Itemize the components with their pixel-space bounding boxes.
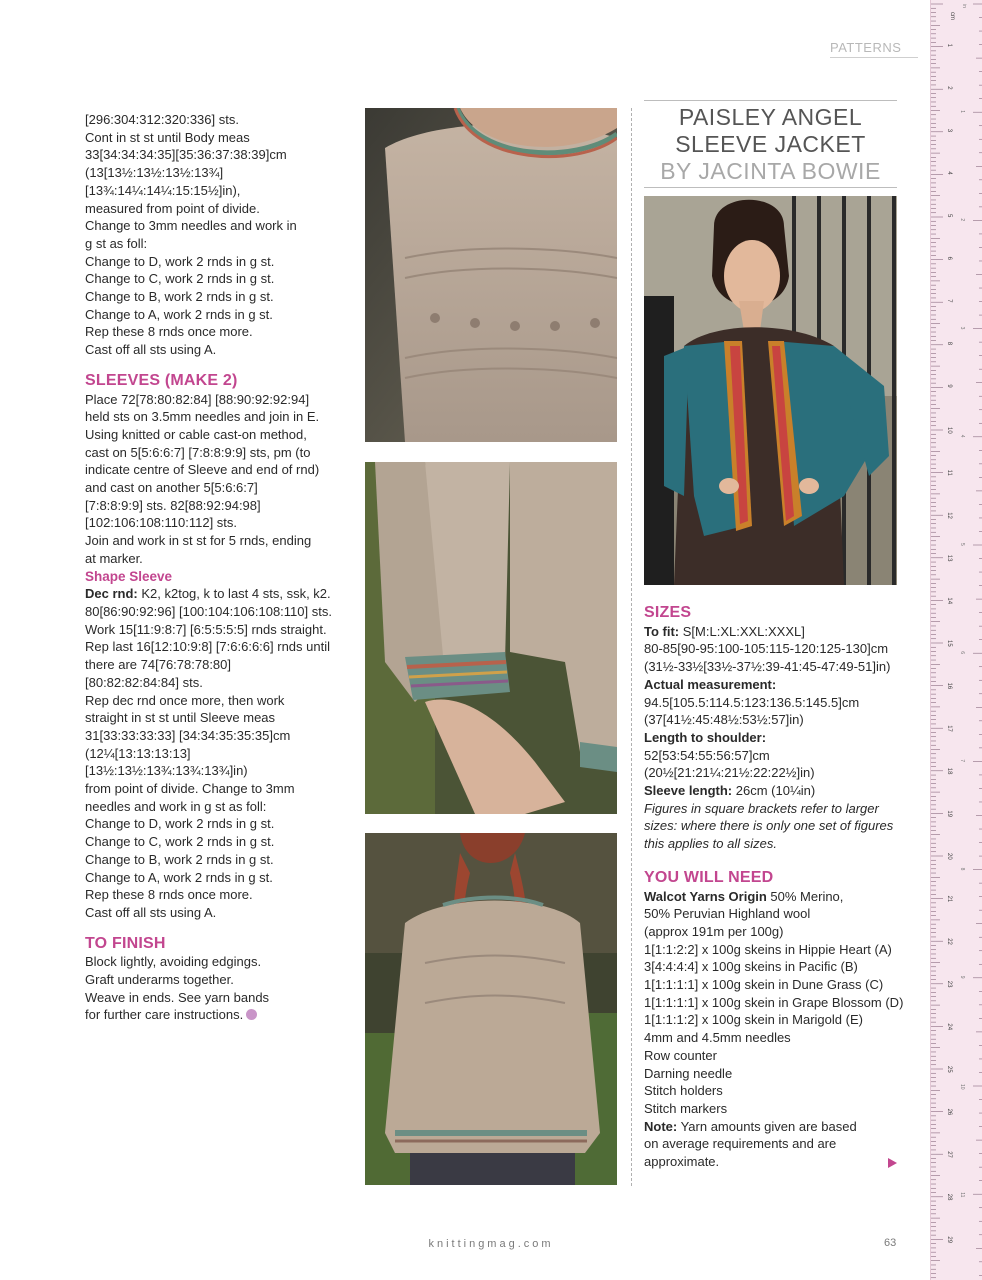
ruler-in-mark: 10 [959, 1084, 965, 1090]
text-line: Graft underarms together. [85, 972, 234, 988]
ruler-cm-mark: 21 [946, 895, 952, 903]
text-line: Work 15[11:9:8:7] [6:5:5:5:5] rnds straight. [85, 621, 327, 637]
text-line: measured from point of divide. [85, 200, 260, 216]
text-line: approximate. [644, 1154, 720, 1170]
pattern-column-right [644, 604, 906, 1171]
text-line: from point of divide. Change to 3mm [85, 781, 295, 797]
text-line: Change to D, work 2 rnds in g st. [85, 816, 275, 832]
photo-sleeve-closeup [365, 462, 617, 814]
text-line: 3[4:4:4:4] x 100g skeins in Pacific (B) [644, 959, 858, 975]
ruler-cm-mark: 26 [946, 1108, 952, 1116]
ruler-cm-mark: 20 [946, 853, 952, 860]
photo-back-image [365, 833, 617, 1185]
text-line: [102:106:108:110:112] sts. [85, 515, 238, 531]
note-line [644, 1118, 906, 1136]
title-line-1: PAISLEY ANGEL [678, 104, 863, 130]
ruler-cm-mark: 8 [946, 341, 952, 346]
sleeves-instructions [85, 391, 347, 568]
text-line: Stitch holders [644, 1083, 723, 1099]
text-line: straight in st st until Sleeve meas [85, 710, 276, 726]
text-line: Cast off all sts using A. [85, 904, 217, 920]
ruler-cm-mark: 12 [946, 512, 952, 519]
ruler-cm-mark: 19 [946, 810, 952, 818]
designer-byline: BY JACINTA BOWIE [660, 158, 881, 184]
text-line: Darning needle [644, 1065, 733, 1081]
text-line: 1[1:1:1:1] x 100g skein in Grape Blossom (D) [644, 994, 904, 1010]
text-line: Stitch markers [644, 1100, 728, 1116]
text-line: Using knitted or cable cast-on method, [85, 426, 307, 442]
photo-yoke-closeup [365, 108, 617, 442]
to-finish-heading: TO FINISH [85, 934, 166, 952]
yarn-value: 50% Merino, [766, 888, 844, 904]
ruler-cm-mark: 2 [946, 86, 952, 90]
text-line: for further care instructions. [85, 1007, 244, 1023]
text-line: Block lightly, avoiding edgings. [85, 954, 262, 970]
text-line: (13[13½:13½:13½:13¾] [13¾:14¼:14¼:15:15½]in), [85, 165, 241, 198]
ruler-cm-mark: 1 [946, 43, 952, 47]
ruler-cm-mark: 23 [946, 980, 952, 988]
shape-sleeve-heading: Shape Sleeve [85, 568, 173, 584]
text-line: Rep dec rnd once more, then work [85, 692, 285, 708]
ruler-cm-mark: 16 [946, 682, 952, 690]
ruler-in-mark: 3 [959, 326, 965, 330]
dec-rnd-label: Dec rnd: [85, 586, 138, 602]
text-line: indicate centre of Sleeve and end of rnd) [85, 462, 320, 478]
ruler-in-mark: 1 [959, 110, 965, 113]
sleeve-length-label: Sleeve length: [644, 783, 733, 799]
yarn-ball-icon [246, 1009, 257, 1020]
text-line: Cast off all sts using A. [85, 342, 217, 358]
text-line-end [85, 1006, 347, 1024]
shape-sleeve-instructions [85, 585, 347, 921]
text-line: Join and work in st st for 5 rnds, ending [85, 533, 312, 549]
sleeve-length-line [644, 782, 906, 800]
text-line: Change to D, work 2 rnds in g st. [85, 253, 275, 269]
ruler-in-mark: 8 [959, 867, 965, 871]
ruler-in-mark: 2 [959, 218, 965, 222]
sizes-note-line: this applies to all sizes. [644, 836, 777, 852]
ruler-cm-mark: 6 [946, 256, 952, 260]
text-line: 4mm and 4.5mm needles [644, 1030, 791, 1046]
text-line: [296:304:312:320:336] sts. [85, 112, 239, 127]
text-line: [7:8:8:9:9] sts. 82[88:92:94:98] [85, 497, 261, 513]
text-line: 94.5[105.5:114.5:123:136.5:145.5]cm [644, 694, 860, 710]
sleeve-length-value: 26cm (10¼in) [732, 783, 816, 799]
photo-model-image [644, 196, 897, 585]
text-line: at marker. [85, 550, 143, 566]
ruler-cm-mark: 24 [946, 1023, 952, 1031]
text-line: 1[1:1:1:2] x 100g skein in Marigold (E) [644, 1012, 863, 1028]
text-line: (approx 191m per 100g) [644, 923, 784, 939]
text-line: Place 72[78:80:82:84] [88:90:92:92:94] [85, 391, 310, 407]
text-line: (20½[21:21¼:21½:22:22½]in) [644, 765, 815, 781]
sleeves-heading: SLEEVES (MAKE 2) [85, 371, 238, 389]
sizes-heading: SIZES [644, 604, 692, 621]
footer-url: knittingmag.com [428, 1238, 554, 1250]
photo-yoke-image [365, 108, 617, 442]
text-line: Change to C, work 2 rnds in g st. [85, 271, 275, 287]
text-line: Change to 3mm needles and work in [85, 218, 297, 234]
text-line: 52[53:54:55:56:57]cm [644, 747, 770, 763]
body-finish-instructions [85, 111, 347, 359]
ruler-in-label: in [961, 4, 967, 8]
text-line: Change to C, work 2 rnds in g st. [85, 834, 275, 850]
text-line: 1[1:1:2:2] x 100g skeins in Hippie Heart (A) [644, 941, 892, 957]
sizes-note-line: Figures in square brackets refer to larger [644, 800, 879, 816]
ruler-cm-mark: 10 [946, 427, 952, 434]
ruler-cm-mark: 18 [946, 767, 952, 775]
pattern-column-left [85, 111, 347, 1024]
ruler-cm-mark: 11 [946, 469, 952, 476]
text-line: Row counter [644, 1047, 717, 1063]
text-line: 80[86:90:92:96] [100:104:106:108:110] sts. [85, 603, 332, 619]
you-will-need-heading: YOU WILL NEED [644, 868, 774, 886]
ruler-cm-mark: 28 [946, 1193, 952, 1201]
text-line: Change to A, work 2 rnds in g st. [85, 869, 273, 885]
materials-list [644, 888, 906, 1171]
ruler-cm-mark: 13 [946, 554, 952, 562]
ruler-cm-mark: 7 [946, 299, 952, 303]
ruler-cm-mark: 17 [946, 725, 952, 732]
ruler-cm-mark: 15 [946, 640, 952, 647]
section-label: PATTERNS [830, 40, 918, 58]
text-line: needles and work in g st as foll: [85, 798, 267, 814]
continue-arrow-icon [888, 1158, 897, 1168]
text-line: there are 74[76:78:78:80] [85, 657, 232, 673]
text-line: Rep last 16[12:10:9:8] [7:6:6:6:6] rnds until [85, 639, 330, 655]
measuring-ruler [930, 0, 982, 1280]
ruler-cm-mark: 5 [946, 214, 952, 218]
column-divider [631, 108, 632, 1186]
ruler-cm-mark: 29 [946, 1236, 952, 1244]
to-fit-value: S[M:L:XL:XXL:XXXL] [679, 623, 805, 639]
ruler-cm-mark: 9 [946, 384, 952, 388]
to-fit-label: To fit: [644, 623, 680, 639]
ruler-in-mark: 11 [959, 1192, 965, 1198]
text-line: (12¼[13:13:13:13] [13½:13½:13¾:13¾:13¾]in) [85, 745, 248, 779]
text-line: 80-85[90-95:100-105:115-120:125-130]cm [644, 641, 889, 657]
yarn-label: Walcot Yarns Origin [644, 888, 767, 904]
to-fit-line [644, 623, 906, 641]
to-finish-instructions [85, 953, 347, 1024]
dec-rnd-text: K2, k2tog, k to last 4 sts, ssk, k2. [137, 586, 331, 602]
text-line: Rep these 8 rnds once more. [85, 887, 253, 903]
note-value: Yarn amounts given are based [677, 1118, 857, 1134]
sizes-block [644, 623, 906, 853]
ruler-in-mark: 6 [959, 651, 965, 654]
text-line: Change to B, work 2 rnds in g st. [85, 289, 274, 305]
ruler-in-mark: 5 [959, 543, 965, 546]
text-line: 1[1:1:1:1] x 100g skein in Dune Grass (C) [644, 977, 884, 993]
text-line: (31½-33½[33½-37½:39-41:45-47:49-51]in) [644, 659, 891, 675]
text-line: on average requirements and are [644, 1136, 837, 1152]
text-line: [80:82:82:84:84] sts. [85, 674, 203, 690]
text-line: 50% Peruvian Highland wool [644, 906, 811, 922]
text-line: g st as foll: [85, 235, 148, 251]
photo-model-jacket [644, 196, 897, 585]
text-line: held sts on 3.5mm needles and join in E. [85, 409, 320, 425]
text-line: Change to A, work 2 rnds in g st. [85, 306, 273, 322]
text-line: cast on 5[5:6:6:7] [7:8:8:9:9] sts, pm (to [85, 444, 311, 460]
ruler-cm-mark: 25 [946, 1066, 952, 1073]
sizes-note-line: sizes: where there is only one set of figures [644, 818, 894, 834]
text-line: 31[33:33:33:33] [34:34:35:35:35]cm [85, 727, 291, 743]
text-line: 33[34:34:34:35][35:36:37:38:39]cm [85, 147, 287, 163]
ruler-in-mark: 7 [959, 759, 965, 763]
length-to-shoulder-label: Length to shoulder: [644, 729, 767, 745]
text-line: and cast on another 5[5:6:6:7] [85, 480, 258, 496]
ruler-cm-mark: 14 [946, 597, 952, 605]
ruler-cm-mark: 3 [946, 128, 952, 133]
ruler-cm-mark: 4 [946, 171, 952, 175]
pattern-title [644, 100, 897, 188]
text-line: Weave in ends. See yarn bands [85, 989, 270, 1005]
ruler-in-mark: 9 [959, 975, 965, 979]
dec-rnd-line [85, 585, 347, 603]
ruler-scale [931, 0, 982, 1280]
title-line-2: SLEEVE JACKET [675, 131, 866, 157]
ruler-cm-label: cm [949, 12, 955, 20]
text-line: Change to B, work 2 rnds in g st. [85, 851, 274, 867]
ruler-in-mark: 4 [959, 434, 965, 438]
page-number: 63 [884, 1237, 897, 1249]
actual-measurement-label: Actual measurement: [644, 676, 777, 692]
text-line: Cont in st st until Body meas [85, 129, 250, 145]
ruler-cm-mark: 27 [946, 1151, 952, 1158]
photo-back-view [365, 833, 617, 1185]
yarn-line [644, 888, 906, 906]
photo-sleeve-image [365, 462, 617, 814]
text-line: (37[41½:45:48½:53½:57]in) [644, 712, 804, 728]
note-label: Note: [644, 1118, 678, 1134]
ruler-cm-mark: 22 [946, 938, 952, 945]
text-line: Rep these 8 rnds once more. [85, 324, 253, 340]
